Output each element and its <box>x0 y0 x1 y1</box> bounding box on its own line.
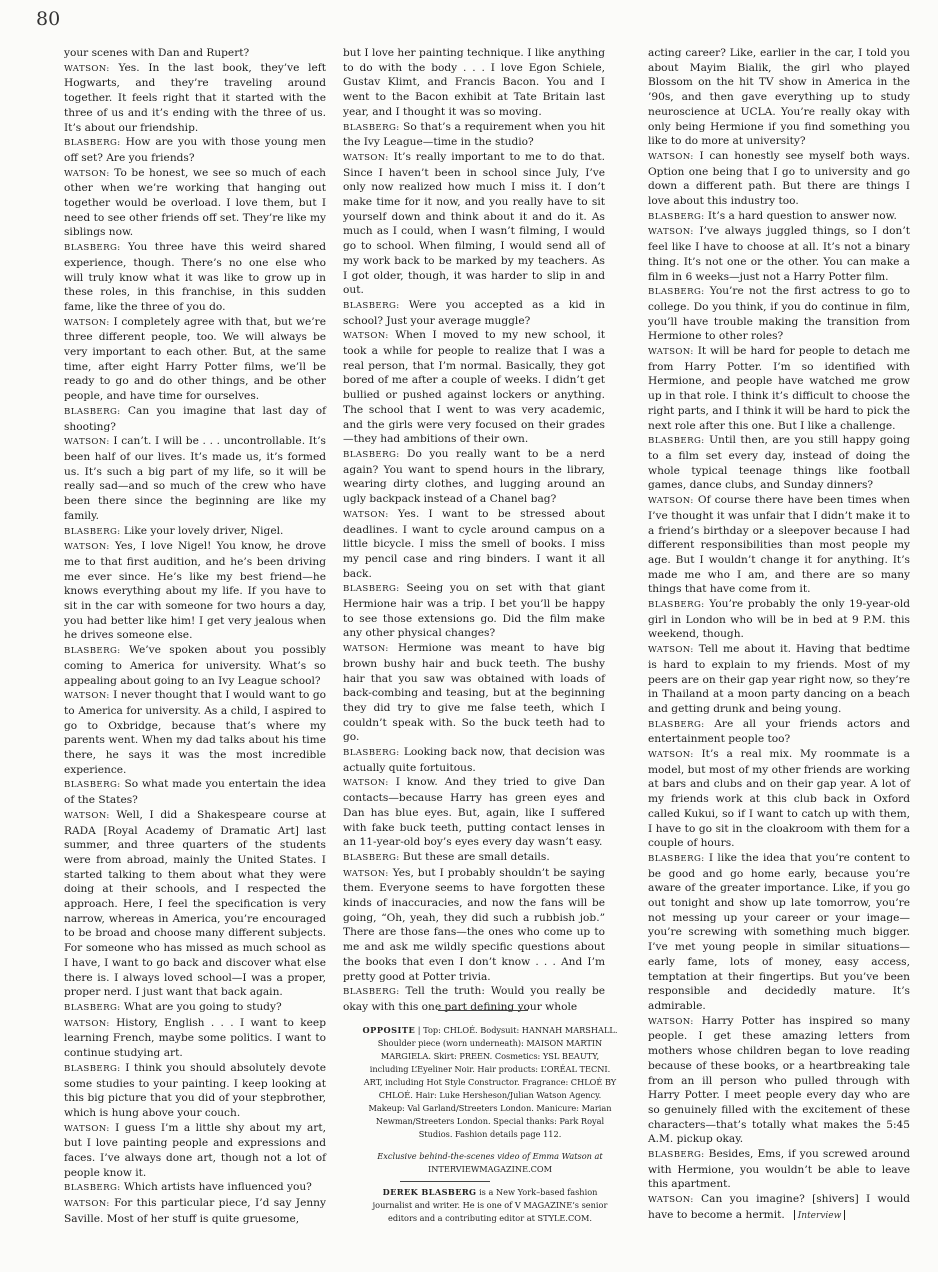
credits-video <box>362 1150 618 1176</box>
author-bio-text: is a New York–based fashion journalist and writer. He is one of V MAGAZINE’s senior editors and a contributing editor at STYLE.COM. <box>372 1187 608 1223</box>
paragraph-text: I can’t. I will be . . . uncontrollable. It’s been half of our lives. It’s made us, it’s formed us. It’s such a big part of my life, so it will be really sad—and so much of the crew who have been there since the beginning are like my family. <box>64 435 326 522</box>
paragraph-text: To be honest, we see so much of each other when we’re working that hanging out together would be overload. I love them, but I need to see other friends off set. They’re like my siblings now. <box>64 166 326 239</box>
author-bio <box>362 1186 618 1225</box>
speaker-label: BLASBERG: <box>343 987 400 998</box>
interview-paragraph <box>343 298 605 328</box>
interview-paragraph <box>64 1000 326 1016</box>
speaker-label: BLASBERG: <box>648 1150 705 1161</box>
speaker-label: BLASBERG: <box>64 406 121 417</box>
paragraph-text: I like the idea that you’re content to be good and go home early, because you’re aware of the greater importance. Like, if you go out tonight and show up late tomorrow, you’re not messing up your career or your image—you’re screwing with something much bigger. I’ve met young people in similar situations—early fame, lots of money, easy access, temptation at their fingertips. But you’ve been responsible and decidedly mature. It’s admirable. <box>648 851 910 1012</box>
paragraph-text: You’re probably the only 19-year-old girl in London who will be in bed at 9 P.M. this weekend, though. <box>648 598 910 641</box>
paragraph-text: So that’s a requirement when you hit the Ivy League—time in the studio? <box>343 120 605 149</box>
credits-opposite-label: OPPOSITE <box>362 1025 416 1035</box>
speaker-label: BLASBERG: <box>64 646 121 657</box>
paragraph-text: When I moved to my new school, it took a while for people to realize that I was a real person, that I’m normal. Basically, they got bored of me after a couple of weeks. I didn’t get bullied or pushed against lockers or anything. The school that I went to was very academic, and the girls were very focused on their grades—they had ambitions of their own. <box>343 329 605 446</box>
paragraph-text: but I love her painting technique. I like anything to do with the body . . . I love Egon Schiele, Gustav Klimt, and Francis Bacon. You and I went to the Bacon exhibit at Tate Britain last year, and I thought it was so moving. <box>343 47 605 118</box>
interview-paragraph <box>64 61 326 136</box>
speaker-label: WATSON: <box>64 168 110 179</box>
speaker-label: WATSON: <box>64 317 110 328</box>
interview-paragraph <box>343 641 605 745</box>
speaker-label: BLASBERG: <box>343 748 400 759</box>
paragraph-text: Tell me about it. Having that bedtime is hard to explain to my friends. Most of my peers are on their gap year right now, so they’re in Thailand at a moon party dancing on a beach and getting drunk and being young. <box>648 643 911 715</box>
speaker-label: BLASBERG: <box>648 600 705 611</box>
photo-credits <box>362 1024 618 1234</box>
speaker-label: WATSON: <box>343 509 389 520</box>
interview-paragraph <box>648 46 910 149</box>
interview-paragraph <box>64 539 326 643</box>
paragraph-text: acting career? Like, earlier in the car, I told you about Mayim Bialik, the girl who played Blossom on the hit TV show in America in the ’90s, and then gave everything up to study neuroscience at UCLA. You’re really okay with only being Hermione if you find something you like to do more at university? <box>648 47 910 148</box>
speaker-label: WATSON: <box>648 645 694 656</box>
paragraph-text: It’s a hard question to answer now. <box>707 209 897 222</box>
interview-paragraph <box>64 1196 326 1226</box>
interview-paragraph <box>64 434 326 523</box>
paragraph-text: What are you going to study? <box>123 1001 282 1013</box>
speaker-label: WATSON: <box>343 152 389 163</box>
speaker-label: BLASBERG: <box>64 138 121 149</box>
paragraph-text: Besides, Ems, if you screwed around with Hermione, you wouldn’t be able to leave this apartment. <box>648 1148 910 1191</box>
article-column-2 <box>343 46 605 1015</box>
paragraph-text: I think you should absolutely devote some studies to your painting. I keep looking at this big picture that you did of your stepbrother, which is hung above your couch. <box>64 1061 326 1119</box>
interview-paragraph <box>64 315 326 404</box>
speaker-label: WATSON: <box>648 750 694 761</box>
speaker-label: BLASBERG: <box>64 1003 121 1013</box>
speaker-label: WATSON: <box>64 1123 110 1134</box>
paragraph-text: Yes. I want to be stressed about deadlines. I want to cycle around campus on a little bicycle. I miss the smell of books. I miss my pencil case and ring binders. I want it all back. <box>343 507 605 580</box>
speaker-label: WATSON: <box>648 347 694 358</box>
interview-paragraph <box>648 284 910 344</box>
interview-paragraph <box>64 777 326 807</box>
speaker-label: WATSON: <box>64 63 110 74</box>
interview-paragraph <box>648 851 910 1014</box>
paragraph-text: I can honestly see myself both ways. Option one being that I go to university and go down a different path. But there are things I love about this industry too. <box>648 149 910 208</box>
paragraph-text: I’ve always juggled things, so I don’t feel like I have to choose at all. It’s not a binary thing. It’s not one or the other. You can make a film in 6 weeks—just not a Harry Potter film. <box>648 225 910 283</box>
article-column-3 <box>648 46 910 1224</box>
speaker-label: BLASBERG: <box>64 526 121 537</box>
speaker-label: WATSON: <box>343 644 389 655</box>
speaker-label: WATSON: <box>343 331 389 342</box>
interview-paragraph <box>64 1016 326 1061</box>
paragraph-text: Can you imagine that last day of shooting? <box>64 404 326 433</box>
speaker-label: BLASBERG: <box>343 852 400 863</box>
speaker-label: WATSON: <box>343 778 389 789</box>
paragraph-text: Can you imagine? [shivers] I would have to become a hermit. <box>648 1193 910 1221</box>
credits-video-line1: Exclusive behind-the-scenes video of Emma Watson at <box>377 1151 603 1161</box>
paragraph-text: It’s a real mix. My roommate is a model, but most of my other friends are working at bars and clubs and on their gap year. A lot of my friends work at this club back in Oxford called Kukui, so if I want to catch up with them, I have to go sit in the cloakroom with them for a couple of hours. <box>648 748 910 850</box>
speaker-label: BLASBERG: <box>648 436 705 447</box>
speaker-label: WATSON: <box>343 868 389 879</box>
interview-paragraph <box>64 1180 326 1196</box>
paragraph-text: Tell the truth: Would you really be okay with this one part defining your whole <box>343 985 605 1013</box>
interview-paragraph <box>343 46 605 120</box>
paragraph-text: It will be hard for people to detach me from Harry Potter. I’m so identified with Hermione, and people have watched me grow up in that role. I think it’s difficult to choose the right parts, and I think it will be hard to pick the next role after this one. But I like a challenge. <box>648 345 910 432</box>
speaker-label: WATSON: <box>64 542 110 553</box>
interview-paragraph <box>648 433 910 493</box>
paragraph-text: Harry Potter has inspired so many people. I get these amazing letters from mothers whose children began to love reading because of these books, or a heartbreaking tale from an ill person who pulled through with Harry Potter. I meet people every day who are so genuinely filled with the excitement of these characters—that’s totally what makes the 5:45 A.M. pickup okay. <box>648 1014 911 1146</box>
interview-paragraph <box>64 1121 326 1181</box>
speaker-label: BLASBERG: <box>343 584 400 595</box>
paragraph-text: I know. And they tried to give Dan contacts—because Harry has green eyes and Dan has blue eyes. But, again, like I suffered with fake buck teeth, putting contact lenses in an 11-year-old boy’s eyes every day wasn’t easy. <box>343 776 605 849</box>
speaker-label: WATSON: <box>648 1195 694 1206</box>
speaker-label: WATSON: <box>64 437 110 448</box>
paragraph-text: Yes, but I probably shouldn’t be saying them. Everyone seems to have forgotten these kinds of inaccuracies, and now the fans will be going, “Oh, yeah, they did such a rubbish job.” There are those fans—the ones who come up to me and ask me wildly specific questions about the books that even I don’t know . . . And I’m pretty good at Potter trivia. <box>343 866 605 983</box>
interview-paragraph <box>343 328 605 447</box>
interview-paragraph <box>648 209 910 225</box>
speaker-label: BLASBERG: <box>64 243 121 254</box>
interview-paragraph <box>648 717 910 747</box>
speaker-label: BLASBERG: <box>343 449 400 460</box>
interview-paragraph <box>648 344 910 433</box>
speaker-label: BLASBERG: <box>64 1183 121 1194</box>
interview-paragraph <box>648 493 910 597</box>
paragraph-text: You’re not the first actress to go to college. Do you think, if you do continue in film, you’ll have trouble making the transition from Hermione to other roles? <box>648 285 910 343</box>
interview-paragraph <box>648 597 910 642</box>
speaker-label: WATSON: <box>64 810 110 821</box>
paragraph-text: I never thought that I would want to go to America for university. As a child, I aspired to go to Oxbridge, because that’s where my parents went. When my dad talks about his time there, he says it was the most incredible experience. <box>64 689 326 776</box>
paragraph-text: Yes. In the last book, they’ve left Hogwarts, and they’re traveling around together. It feels right that it started with the three of us and it’s ending with the three of us. It’s about our friendship. <box>64 61 326 134</box>
paragraph-text: Seeing you on set with that giant Hermione hair was a trip. I bet you’ll be happy to see those extensions go. Did the film make any other physical changes? <box>343 582 605 640</box>
paragraph-text: Were you accepted as a kid in school? Just your average muggle? <box>343 298 605 327</box>
interview-paragraph <box>343 745 605 775</box>
credits-top-rule <box>438 1010 528 1011</box>
speaker-label: WATSON: <box>648 151 694 162</box>
paragraph-text: Until then, are you still happy going to a film set every day, instead of doing the whole typical teenage things like football games, dance clubs, and Sunday dinners? <box>648 434 910 492</box>
speaker-label: BLASBERG: <box>648 287 705 298</box>
paragraph-text: I guess I’m a little shy about my art, but I love painting people and expressions and faces. I’ve always done art, though not a lot of people know it. <box>64 1121 326 1179</box>
speaker-label: BLASBERG: <box>648 719 705 730</box>
interview-paragraph <box>343 447 605 507</box>
paragraph-text: Do you really want to be a nerd again? You want to spend hours in the library, wearing dirty clothes, and lugging around an ugly backpack instead of a Chanel bag? <box>343 447 605 506</box>
credits-video-link[interactable]: INTERVIEWMAGAZINE.COM <box>427 1164 553 1174</box>
paragraph-text: Yes, I love Nigel! You know, he drove me to that first audition, and he’s been driving me ever since. He’s like my best friend—he knows everything about my life. If you have to sit in the car with someone for two hours a day, you had better like him! I get very jealous when he drives someone else. <box>64 540 326 642</box>
interview-paragraph <box>343 150 605 298</box>
paragraph-text: We’ve spoken about you possibly coming to America for university. What’s so appealing about going to an Ivy League school? <box>64 644 326 687</box>
speaker-label: WATSON: <box>648 1016 694 1027</box>
credits-opposite: OPPOSITE | Top: CHLOÉ. Bodysuit: HANNAH MARSHALL. Shoulder piece (worn underneath): MAISON MARTIN MARGIELA. Skirt: PREEN. Cosmetics: YSL BEAUTY, including L’Eyeliner Noir. Hair products: L’ORÉAL TECNI. ART, including Hot Style Constructor. Fragrance: CHLOÉ BY CHLOÉ. Hair: Luke Hersheson/Julian Watson Agency. Makeup: Val Garland/Streeters London. Manicure: Marian Newman/Streeters London. Special thanks: Park Royal Studios. Fashion details page 112. <box>362 1025 618 1139</box>
speaker-label: BLASBERG: <box>343 300 400 311</box>
speaker-label: WATSON: <box>64 1018 110 1029</box>
interview-paragraph <box>64 404 326 434</box>
article-column-1 <box>64 46 326 1227</box>
speaker-label: WATSON: <box>648 496 694 507</box>
end-mark-signature: Interview <box>791 1209 849 1224</box>
interview-paragraph <box>64 135 326 165</box>
paragraph-text: So what made you entertain the idea of the States? <box>64 778 326 807</box>
paragraph-text: For this particular piece, I’d say Jenny Saville. Most of her stuff is quite gruesome, <box>64 1197 326 1225</box>
speaker-label: WATSON: <box>648 227 694 238</box>
interview-paragraph <box>343 775 605 850</box>
paragraph-text: your scenes with Dan and Rupert? <box>64 47 250 59</box>
interview-paragraph <box>343 866 605 985</box>
credits-mid-rule <box>400 1181 490 1182</box>
interview-paragraph <box>64 46 326 61</box>
interview-paragraph <box>648 747 910 851</box>
interview-paragraph <box>648 149 910 209</box>
interview-paragraph <box>648 1147 910 1192</box>
interview-paragraph <box>64 240 326 315</box>
paragraph-text: How are you with those young men off set? Are you friends? <box>64 136 326 164</box>
interview-paragraph <box>64 166 326 241</box>
interview-paragraph <box>64 808 326 1000</box>
paragraph-text: It’s really important to me to do that. Since I haven’t been in school since July, I’ve only now realized how much I miss it. I don’t make time for it now, and you really have to sit yourself down and think about it and do it. As much as I could, when I wasn’t filming, I would go to school. When filming, I would send all of my work back to be marked by my teachers. As I got older, though, it was harder to slip in and out. <box>343 150 605 297</box>
paragraph-text: I completely agree with that, but we’re three different people, too. We will always be very important to each other. But, at the same time, after eight Harry Potter films, we’ll be ready to go and do other things, and be other people, and have time for ourselves. <box>64 315 326 403</box>
interview-paragraph <box>64 688 326 777</box>
paragraph-text: You three have this weird shared experience, though. There’s no one else who will truly know what it was like to grow up in these roles, in this franchise, in this sudden fame, like the three of you do. <box>64 241 326 313</box>
speaker-label: BLASBERG: <box>64 1063 121 1074</box>
interview-paragraph <box>343 581 605 641</box>
paragraph-text: History, English . . . I want to keep learning French, maybe some politics. I want to continue studying art. <box>64 1016 326 1060</box>
author-bio-name: DEREK BLASBERG <box>382 1187 477 1197</box>
paragraph-text: Which artists have influenced you? <box>123 1181 312 1194</box>
paragraph-text: Looking back now, that decision was actually quite fortuitous. <box>343 746 605 774</box>
interview-paragraph <box>648 642 910 717</box>
interview-paragraph <box>64 1061 326 1121</box>
paragraph-text: Hermione was meant to have big brown bushy hair and buck teeth. The bushy hair that you saw was obtained with loads of back-combing and teasing, but at the beginning they did try to give me false teeth, which I couldn’t speak with. So the buck teeth had to go. <box>343 642 605 744</box>
interview-paragraph <box>648 1192 910 1223</box>
speaker-label: BLASBERG: <box>648 853 705 864</box>
paragraph-text: Are all your friends actors and entertainment people too? <box>648 717 911 746</box>
interview-paragraph <box>648 1014 910 1147</box>
paragraph-text: Like your lovely driver, Nigel. <box>123 524 284 537</box>
interview-paragraph <box>343 507 605 582</box>
paragraph-text: Well, I did a Shakespeare course at RADA [Royal Academy of Dramatic Art] last summer, and three quarters of the students were from abroad, mainly the United States. I started talking to them about what they were doing at their schools, and I respected the approach. Here, I feel the specification is very narrow, whereas in America, you’re encouraged to be broad and choose many different subjects. For someone who has missed as much school as I have, I want to go back and discover what else there is. I always loved school—I was a proper, proper nerd. I just want that back again. <box>64 808 326 999</box>
speaker-label: BLASBERG: <box>64 780 121 791</box>
interview-paragraph <box>648 224 910 284</box>
speaker-label: BLASBERG: <box>343 122 400 133</box>
page-number: 80 <box>36 8 61 30</box>
interview-paragraph <box>64 524 326 540</box>
interview-paragraph <box>64 643 326 688</box>
credits-opposite-text: Top: CHLOÉ. Bodysuit: HANNAH MARSHALL. Shoulder piece (worn underneath): MAISON MARTIN MARGIELA. Skirt: PREEN. Cosmetics: YSL BEAUTY, including L’Eyeliner Noir. Hair products: L’ORÉAL TECNI. ART, including Hot Style Constructor. Fragrance: CHLOÉ BY CHLOÉ. Hair: Luke Hersheson/Julian Watson Agency. Makeup: Val Garland/Streeters London. Manicure: Marian Newman/Streeters London. Special thanks: Park Royal Studios. Fashion details page 112. <box>363 1025 618 1139</box>
interview-paragraph <box>343 850 605 866</box>
speaker-label: WATSON: <box>64 691 110 702</box>
speaker-label: BLASBERG: <box>648 211 705 222</box>
paragraph-text: Of course there have been times when I’ve thought it was unfair that I didn’t make it to a friend’s birthday or a sleepover because I had different responsibilities than most people my age. But I wouldn’t change it for anything. It’s made me who I am, and there are so many things that have come from it. <box>648 494 910 596</box>
interview-paragraph <box>343 120 605 150</box>
paragraph-text: But these are small details. <box>402 850 550 863</box>
speaker-label: WATSON: <box>64 1199 110 1210</box>
